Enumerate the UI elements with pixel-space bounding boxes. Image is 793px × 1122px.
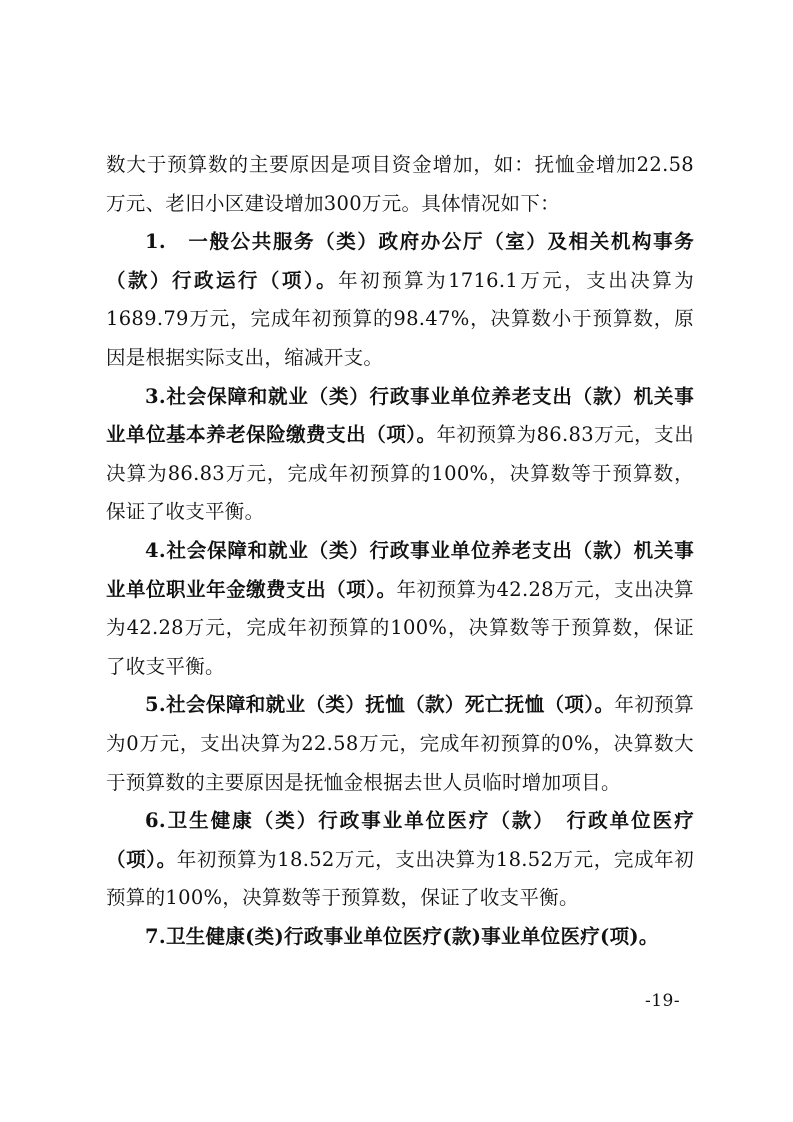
item-6-paragraph xyxy=(106,802,694,918)
item-4-paragraph xyxy=(106,532,694,686)
paragraph-body: 数大于预算数的主要原因是项目资金增加，如：抚恤金增加22.58万元、老旧小区建设增加300万元。具体情况如下： xyxy=(106,153,694,215)
item-3-paragraph xyxy=(106,378,694,532)
body-text xyxy=(106,146,694,956)
page-number: -19- xyxy=(645,991,681,1011)
item-1-body: 年初预算为1716.1万元，支出决算为1689.79万元，完成年初预算的98.47%，决算数小于预算数，原因是根据实际支出，缩减开支。 xyxy=(106,268,694,369)
intro-continuation-paragraph xyxy=(106,146,694,223)
item-5-body: 年初预算为0万元，支出决算为22.58万元，完成年初预算的0%，决算数大于预算数的主要原因是抚恤金根据去世人员临时增加项目。 xyxy=(106,693,695,794)
item-3-body: 年初预算为86.83万元，支出决算为86.83万元，完成年初预算的100%，决算数等于预算数，保证了收支平衡。 xyxy=(106,423,694,524)
item-7-paragraph xyxy=(106,918,694,957)
item-4-body: 年初预算为42.28万元，支出决算为42.28万元，完成年初预算的100%，决算数等于预算数，保证了收支平衡。 xyxy=(106,577,694,678)
item-6-heading: 6.卫生健康（类）行政事业单位医疗（款） 行政单位医疗（项）。 xyxy=(106,809,694,871)
item-6-body: 年初预算为18.52万元，支出决算为18.52万元，完成年初预算的100%，决算数等于预算数，保证了收支平衡。 xyxy=(106,847,694,910)
item-7-heading: 7.卫生健康(类)行政事业单位医疗(款)事业单位医疗(项)。 xyxy=(145,924,659,948)
item-4-heading: 4.社会保障和就业（类）行政事业单位养老支出（款）机关事业单位职业年金缴费支出（项）。 xyxy=(106,538,694,601)
item-5-paragraph xyxy=(106,686,694,802)
item-1-heading: 1. 一般公共服务（类）政府办公厅（室）及相关机构事务（款）行政运行（项）。 xyxy=(106,230,694,292)
item-1-paragraph xyxy=(106,223,694,377)
item-5-heading: 5.社会保障和就业（类）抚恤（款）死亡抚恤（项）。 xyxy=(145,693,615,717)
item-3-heading: 3.社会保障和就业（类）行政事业单位养老支出（款）机关事业单位基本养老保险缴费支出（项）。 xyxy=(106,384,694,447)
